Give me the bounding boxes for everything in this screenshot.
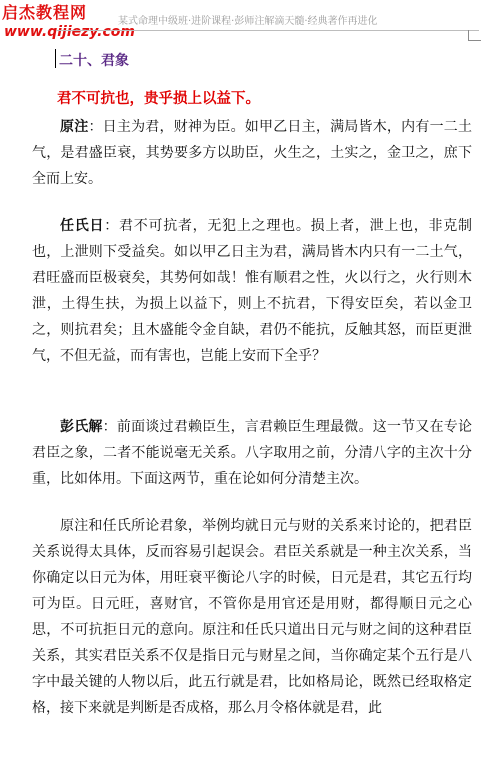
paragraph-text: 原注和任氏所论君象，举例均就日元与财的关系来讨论的，把君臣关系说得太具体，反而容易引起误会。君臣关系就是一种主次关系，当你确定以日元为体，用旺衰平衡论八字的时候，日元是君，其它五行均可为臣。日元旺，喜财官，不管你是用官还是用财，都得顺日元之心思，不可抗拒日元的意向。原注和任氏只道出日元与财之间的这种君臣关系，其实君臣关系不仅是指日元与财星之间，当你确定某个五行是八字中最关键的人物以后，此五行就是君，比如格局论，既然已经取格定格，接下来就是判断是否成格，那么月令格体就是君，此 — [32, 518, 472, 716]
section-subtitle: 君不可抗也，贵乎损上以益下。 — [57, 91, 260, 107]
paragraph-text: ：前面谈过君赖臣生，言君赖臣生理最微。这一节又在专论君臣之象，二者不能说毫无关系。八字取用之前，分清八字的主次十分重，比如体用。下面这两节，重在论如何分清楚主次。 — [32, 419, 473, 487]
header-divider — [56, 30, 479, 31]
paragraph-text: ：君不可抗者，无犯上之理也。损上者，泄上也，非克制也，上泄则下受益矣。如以甲乙日主为君，满局皆木内只有一二土气，君旺盛而臣极衰矣，其势何如哉！惟有顺君之性，火以行之，火行则木泄，土得生扶，为损上以益下，则上不抗君，下得安臣矣，若以金卫之，则抗君矣；且木盛能令金自缺，君仍不能抗，反触其怒，而臣更泄气，不但无益，而有害也，岂能上安而下全乎？ — [32, 218, 473, 364]
paragraph-original-note — [32, 114, 472, 192]
site-watermark-title: 启杰教程网 — [2, 3, 88, 22]
text-cursor — [55, 49, 56, 68]
page-header: 某式命理中级班·进阶课程·彭师注解滴天髓·经典著作再进化 — [118, 16, 378, 27]
site-watermark-url: www.qijiezy.com — [4, 24, 135, 40]
section-title: 二十、君象 — [59, 53, 129, 69]
paragraph-label: 原注 — [60, 119, 89, 135]
paragraph-label: 彭氏解 — [60, 419, 103, 435]
paragraph-discussion — [32, 513, 472, 721]
paragraph-text: ：日主为君，财神为臣。如甲乙日主，满局皆木，内有一二土气，是君盛臣衰，其势要多方以助臣，火生之，土实之，金卫之，庶下全而上安。 — [32, 119, 473, 187]
paragraph-ren-commentary — [32, 213, 472, 369]
paragraph-peng-explanation — [32, 414, 472, 492]
paragraph-label: 任氏日 — [60, 218, 105, 234]
page-corner-mark — [468, 30, 481, 41]
